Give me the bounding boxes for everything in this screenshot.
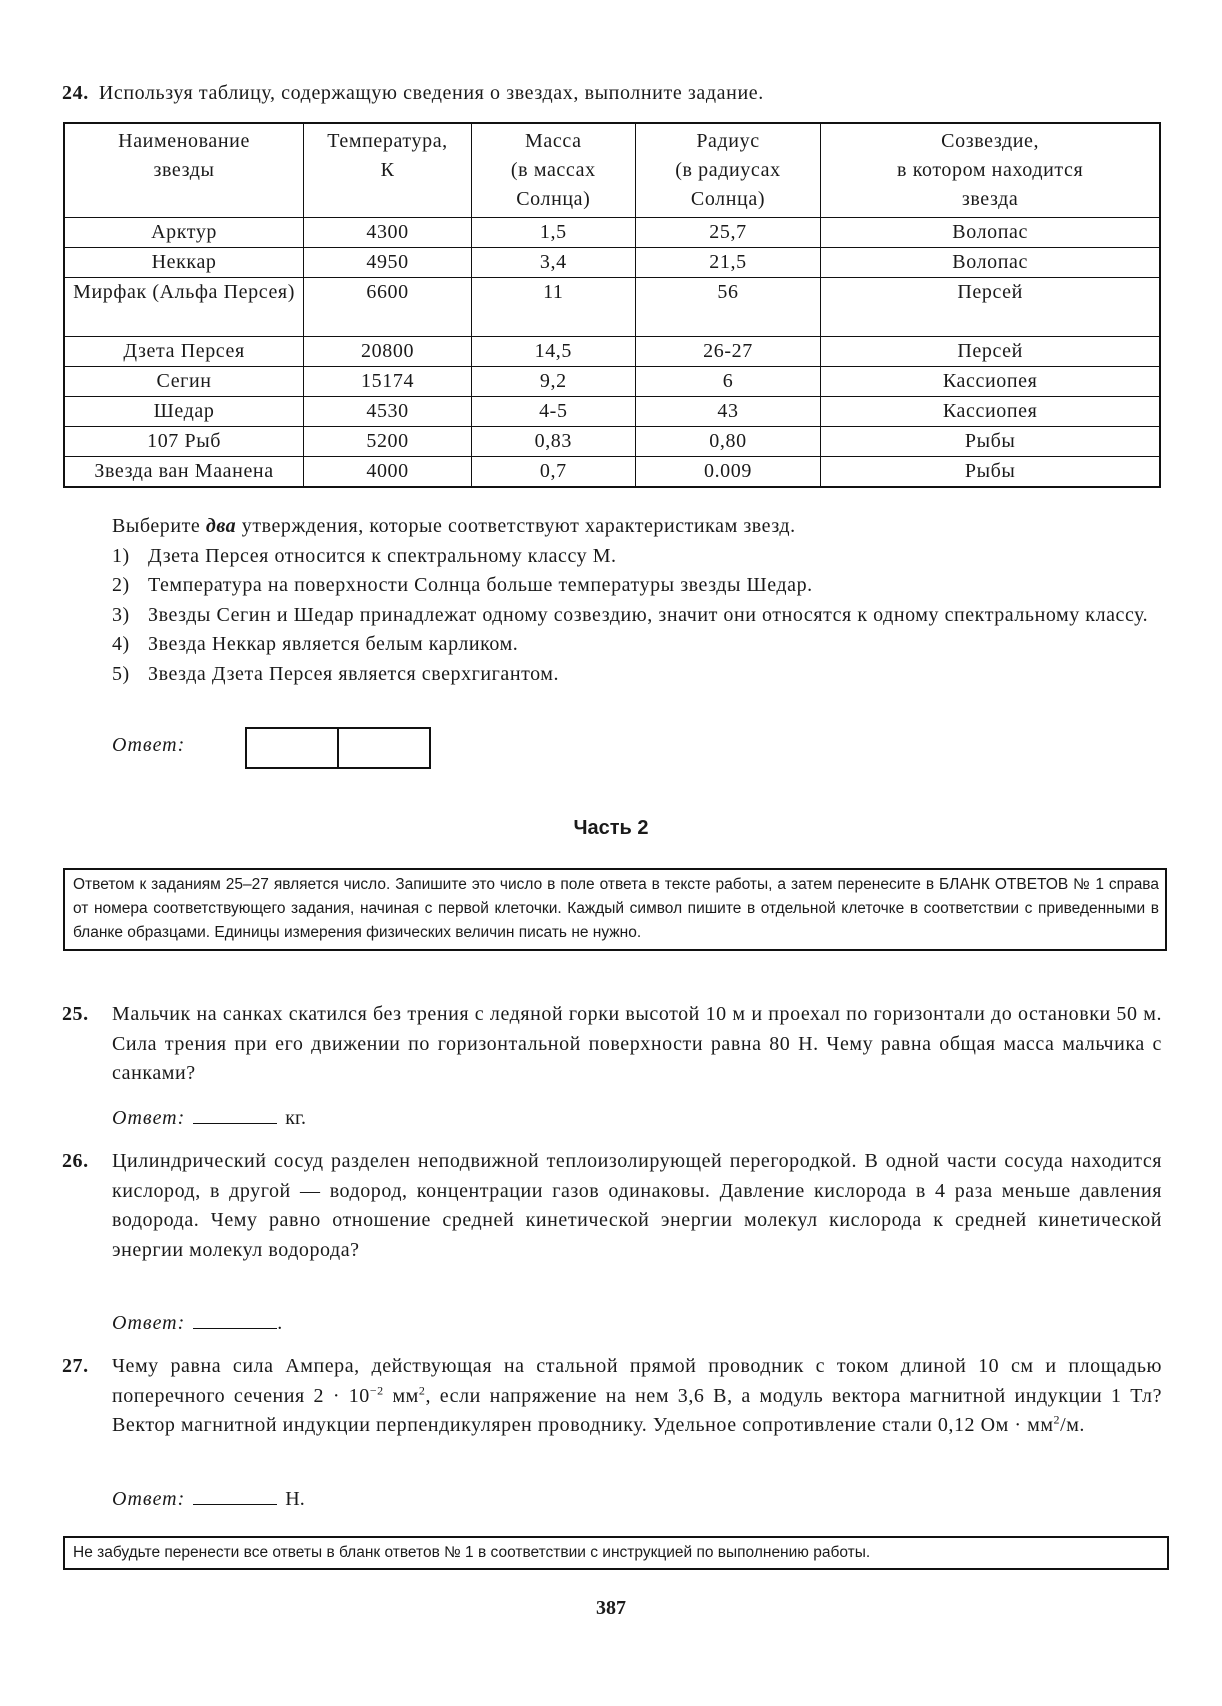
header-star-name: Наименование звезды — [64, 123, 304, 218]
cell-constellation: Волопас — [821, 248, 1160, 278]
task-24-number: 24. — [62, 82, 89, 104]
cell-radius: 43 — [635, 397, 821, 427]
answer-label: Ответ: — [112, 1312, 186, 1334]
table-row — [64, 248, 1160, 278]
statement-item: 4) Звезда Неккар является белым карликом. — [112, 633, 519, 655]
task-24-answer — [112, 734, 185, 757]
task-24-prompt: Используя таблицу, содержащую сведения о звездах, выполните задание. — [98, 82, 764, 104]
header-temperature: Температура, К — [304, 123, 472, 218]
table-row — [64, 278, 1160, 337]
cell-constellation: Рыбы — [821, 457, 1160, 488]
cell-name: Звезда ван Маанена — [64, 457, 304, 488]
cell-mass: 14,5 — [471, 337, 635, 367]
cell-mass: 0,83 — [471, 427, 635, 457]
page-number: 387 — [596, 1597, 626, 1619]
cell-radius: 0,80 — [635, 427, 821, 457]
cell-temperature: 4950 — [304, 248, 472, 278]
task-27-text: Чему равна сила Ампера, действующая на стальной прямой проводник с током длиной 10 см и площадью поперечного сечения $2 \cdot 10^{-2}$ $мм^2$, если напряжение на нем 3,6 В, а модуль вектора магнитной индукции 1 Тл? Вектор магнитной индукции перпендикулярен проводнику. Удельное сопротивление стали 0,12 Ом · $мм^2/м$. — [112, 1355, 1162, 1436]
cell-mass: 11 — [471, 278, 635, 337]
header-mass: Масса (в массах Солнца) — [471, 123, 635, 218]
task-25-answer — [112, 1105, 306, 1130]
cell-mass: 1,5 — [471, 218, 635, 248]
statement-item: 2) Температура на поверхности Солнца больше температуры звезды Шедар. — [112, 574, 813, 596]
cell-radius: 6 — [635, 367, 821, 397]
cell-temperature: 5200 — [304, 427, 472, 457]
cell-name: Арктур — [64, 218, 304, 248]
answer-label: Ответ: — [112, 1107, 186, 1129]
cell-radius: 21,5 — [635, 248, 821, 278]
table-row — [64, 337, 1160, 367]
task-26-text: Цилиндрический сосуд разделен неподвижной теплоизолирующей перегородкой. В одной части сосуда находится кислород, в другой — водород, концентрации газов одинаковы. Давление кислорода в 4 раза меньше давления водорода. Чему равно отношение средней кинетической энергии молекул кислорода к средней кинетической энергии молекул водорода? — [112, 1150, 1162, 1261]
statement-item: 5) Звезда Дзета Персея является сверхгигантом. — [112, 662, 560, 685]
task-26 — [62, 1147, 1162, 1265]
cell-radius: 25,7 — [635, 218, 821, 248]
task-27 — [62, 1352, 1162, 1441]
task-24-heading — [62, 82, 764, 105]
task-24-instruction: Выберите два утверждения, которые соответствуют характеристикам звезд. — [112, 515, 796, 537]
answer-unit: . — [277, 1312, 283, 1334]
header-constellation: Созвездие, в котором находится звезда — [821, 123, 1160, 218]
table-row — [64, 367, 1160, 397]
cell-mass: 9,2 — [471, 367, 635, 397]
cell-temperature: 6600 — [304, 278, 472, 337]
task-26-answer — [112, 1310, 282, 1335]
answer-cell-1[interactable] — [247, 729, 337, 767]
cell-name: Неккар — [64, 248, 304, 278]
task-24-statements — [112, 512, 1162, 689]
cell-temperature: 15174 — [304, 367, 472, 397]
answer-blank[interactable] — [193, 1310, 277, 1329]
answer-label: Ответ: — [112, 1488, 186, 1510]
header-radius: Радиус (в радиусах Солнца) — [635, 123, 821, 218]
statement-item: 3) Звезды Сегин и Шедар принадлежат одному созвездию, значит они относятся к одному спектральному классу. — [112, 603, 1149, 626]
cell-constellation: Рыбы — [821, 427, 1160, 457]
table-row — [64, 457, 1160, 488]
table-row — [64, 218, 1160, 248]
cell-temperature: 4530 — [304, 397, 472, 427]
answer-cells — [245, 727, 431, 769]
answer-unit: кг. — [285, 1107, 306, 1129]
cell-radius: 0.009 — [635, 457, 821, 488]
answer-cell-2[interactable] — [337, 729, 429, 767]
cell-mass: 0,7 — [471, 457, 635, 488]
statement-item: 1) Дзета Персея относится к спектральному классу М. — [112, 544, 617, 567]
table-header-row — [64, 123, 1160, 218]
cell-name: Сегин — [64, 367, 304, 397]
answer-unit: Н. — [285, 1488, 305, 1510]
cell-name: Мирфак (Альфа Персея) — [64, 278, 304, 337]
cell-constellation: Персей — [821, 278, 1160, 337]
cell-constellation: Волопас — [821, 218, 1160, 248]
transfer-reminder: Не забудьте перенести все ответы в бланк ответов № 1 в соответствии с инструкцией по выполнению работы. — [63, 1536, 1169, 1570]
cell-constellation: Персей — [821, 337, 1160, 367]
cell-name: Дзета Персея — [64, 337, 304, 367]
answer-blank[interactable] — [193, 1486, 277, 1505]
cell-mass: 3,4 — [471, 248, 635, 278]
cell-temperature: 4000 — [304, 457, 472, 488]
cell-constellation: Кассиопея — [821, 367, 1160, 397]
answer-blank[interactable] — [193, 1105, 277, 1124]
task-25-text: Мальчик на санках скатился без трения с ледяной горки высотой 10 м и проехал по горизонтали до остановки 50 м. Сила трения при его движении по горизонтальной поверхности равна 80 Н. Чему равна общая масса мальчика с санками? — [112, 1003, 1162, 1084]
task-25-number: 25. — [62, 1003, 89, 1025]
cell-temperature: 20800 — [304, 337, 472, 367]
cell-radius: 26-27 — [635, 337, 821, 367]
cell-constellation: Кассиопея — [821, 397, 1160, 427]
answer-label: Ответ: — [112, 734, 186, 756]
part-2-title: Часть 2 — [573, 817, 649, 839]
table-row — [64, 397, 1160, 427]
cell-name: 107 Рыб — [64, 427, 304, 457]
cell-temperature: 4300 — [304, 218, 472, 248]
stars-table — [63, 122, 1161, 488]
emphasis-two: два — [205, 515, 237, 537]
cell-radius: 56 — [635, 278, 821, 337]
cell-name: Шедар — [64, 397, 304, 427]
task-25 — [62, 1000, 1162, 1089]
table-row — [64, 427, 1160, 457]
part-2-instructions: Ответом к заданиям 25–27 является число. Запишите это число в поле ответа в тексте работы, а затем перенесите в БЛАНК ОТВЕТОВ № 1 справа от номера соответствующего задания, начиная с первой клеточки. Каждый символ пишите в отдельной клеточке в соответствии с приведенными в бланке образцами. Единицы измерения физических величин писать не нужно. — [63, 868, 1167, 951]
cell-mass: 4-5 — [471, 397, 635, 427]
task-27-answer — [112, 1486, 305, 1511]
task-27-number: 27. — [62, 1355, 89, 1377]
task-26-number: 26. — [62, 1150, 89, 1172]
